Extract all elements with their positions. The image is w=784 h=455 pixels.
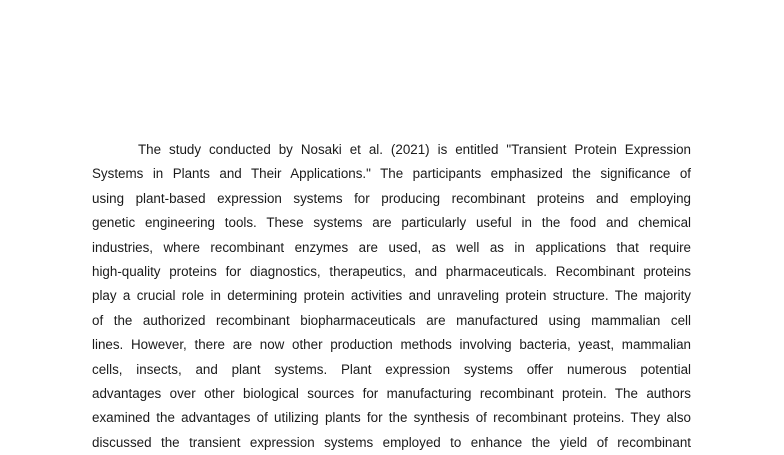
paragraph-line-1: The study conducted by Nosaki et al. (2021) is entitled "Transient Protein Expression	[138, 142, 691, 157]
paragraph-line-3: using plant-based expression systems for producing recombinant proteins and employing	[92, 190, 691, 206]
paragraph-line-2: Systems in Plants and Their Applications." The participants emphasized the significance of	[92, 166, 691, 182]
paragraph-line-10: cells, insects, and plant systems. Plant expression systems offer numerous potential	[92, 361, 691, 377]
paragraph-line-9: lines. However, there are now other production methods involving bacteria, yeast, mammalian	[92, 337, 691, 353]
paragraph-line-4: genetic engineering tools. These systems are particularly useful in the food and chemical	[92, 215, 691, 231]
paragraph-line-8: of the authorized recombinant biopharmaceuticals are manufactured using mammalian cell	[92, 312, 691, 328]
body-paragraph	[92, 138, 691, 455]
paragraph-line-6: high-quality proteins for diagnostics, therapeutics, and pharmaceuticals. Recombinant proteins	[92, 263, 691, 279]
paragraph-line-5: industries, where recombinant enzymes are used, as well as in applications that require	[92, 239, 691, 255]
paragraph-line-11: advantages over other biological sources for manufacturing recombinant protein. The authors	[92, 385, 691, 401]
paragraph-line-12: examined the advantages of utilizing plants for the synthesis of recombinant proteins. They also	[92, 410, 691, 426]
paragraph-line-13: discussed the transient expression systems employed to enhance the yield of recombinant	[92, 434, 691, 450]
paragraph-line-7: play a crucial role in determining protein activities and unraveling protein structure. The majority	[92, 288, 691, 304]
